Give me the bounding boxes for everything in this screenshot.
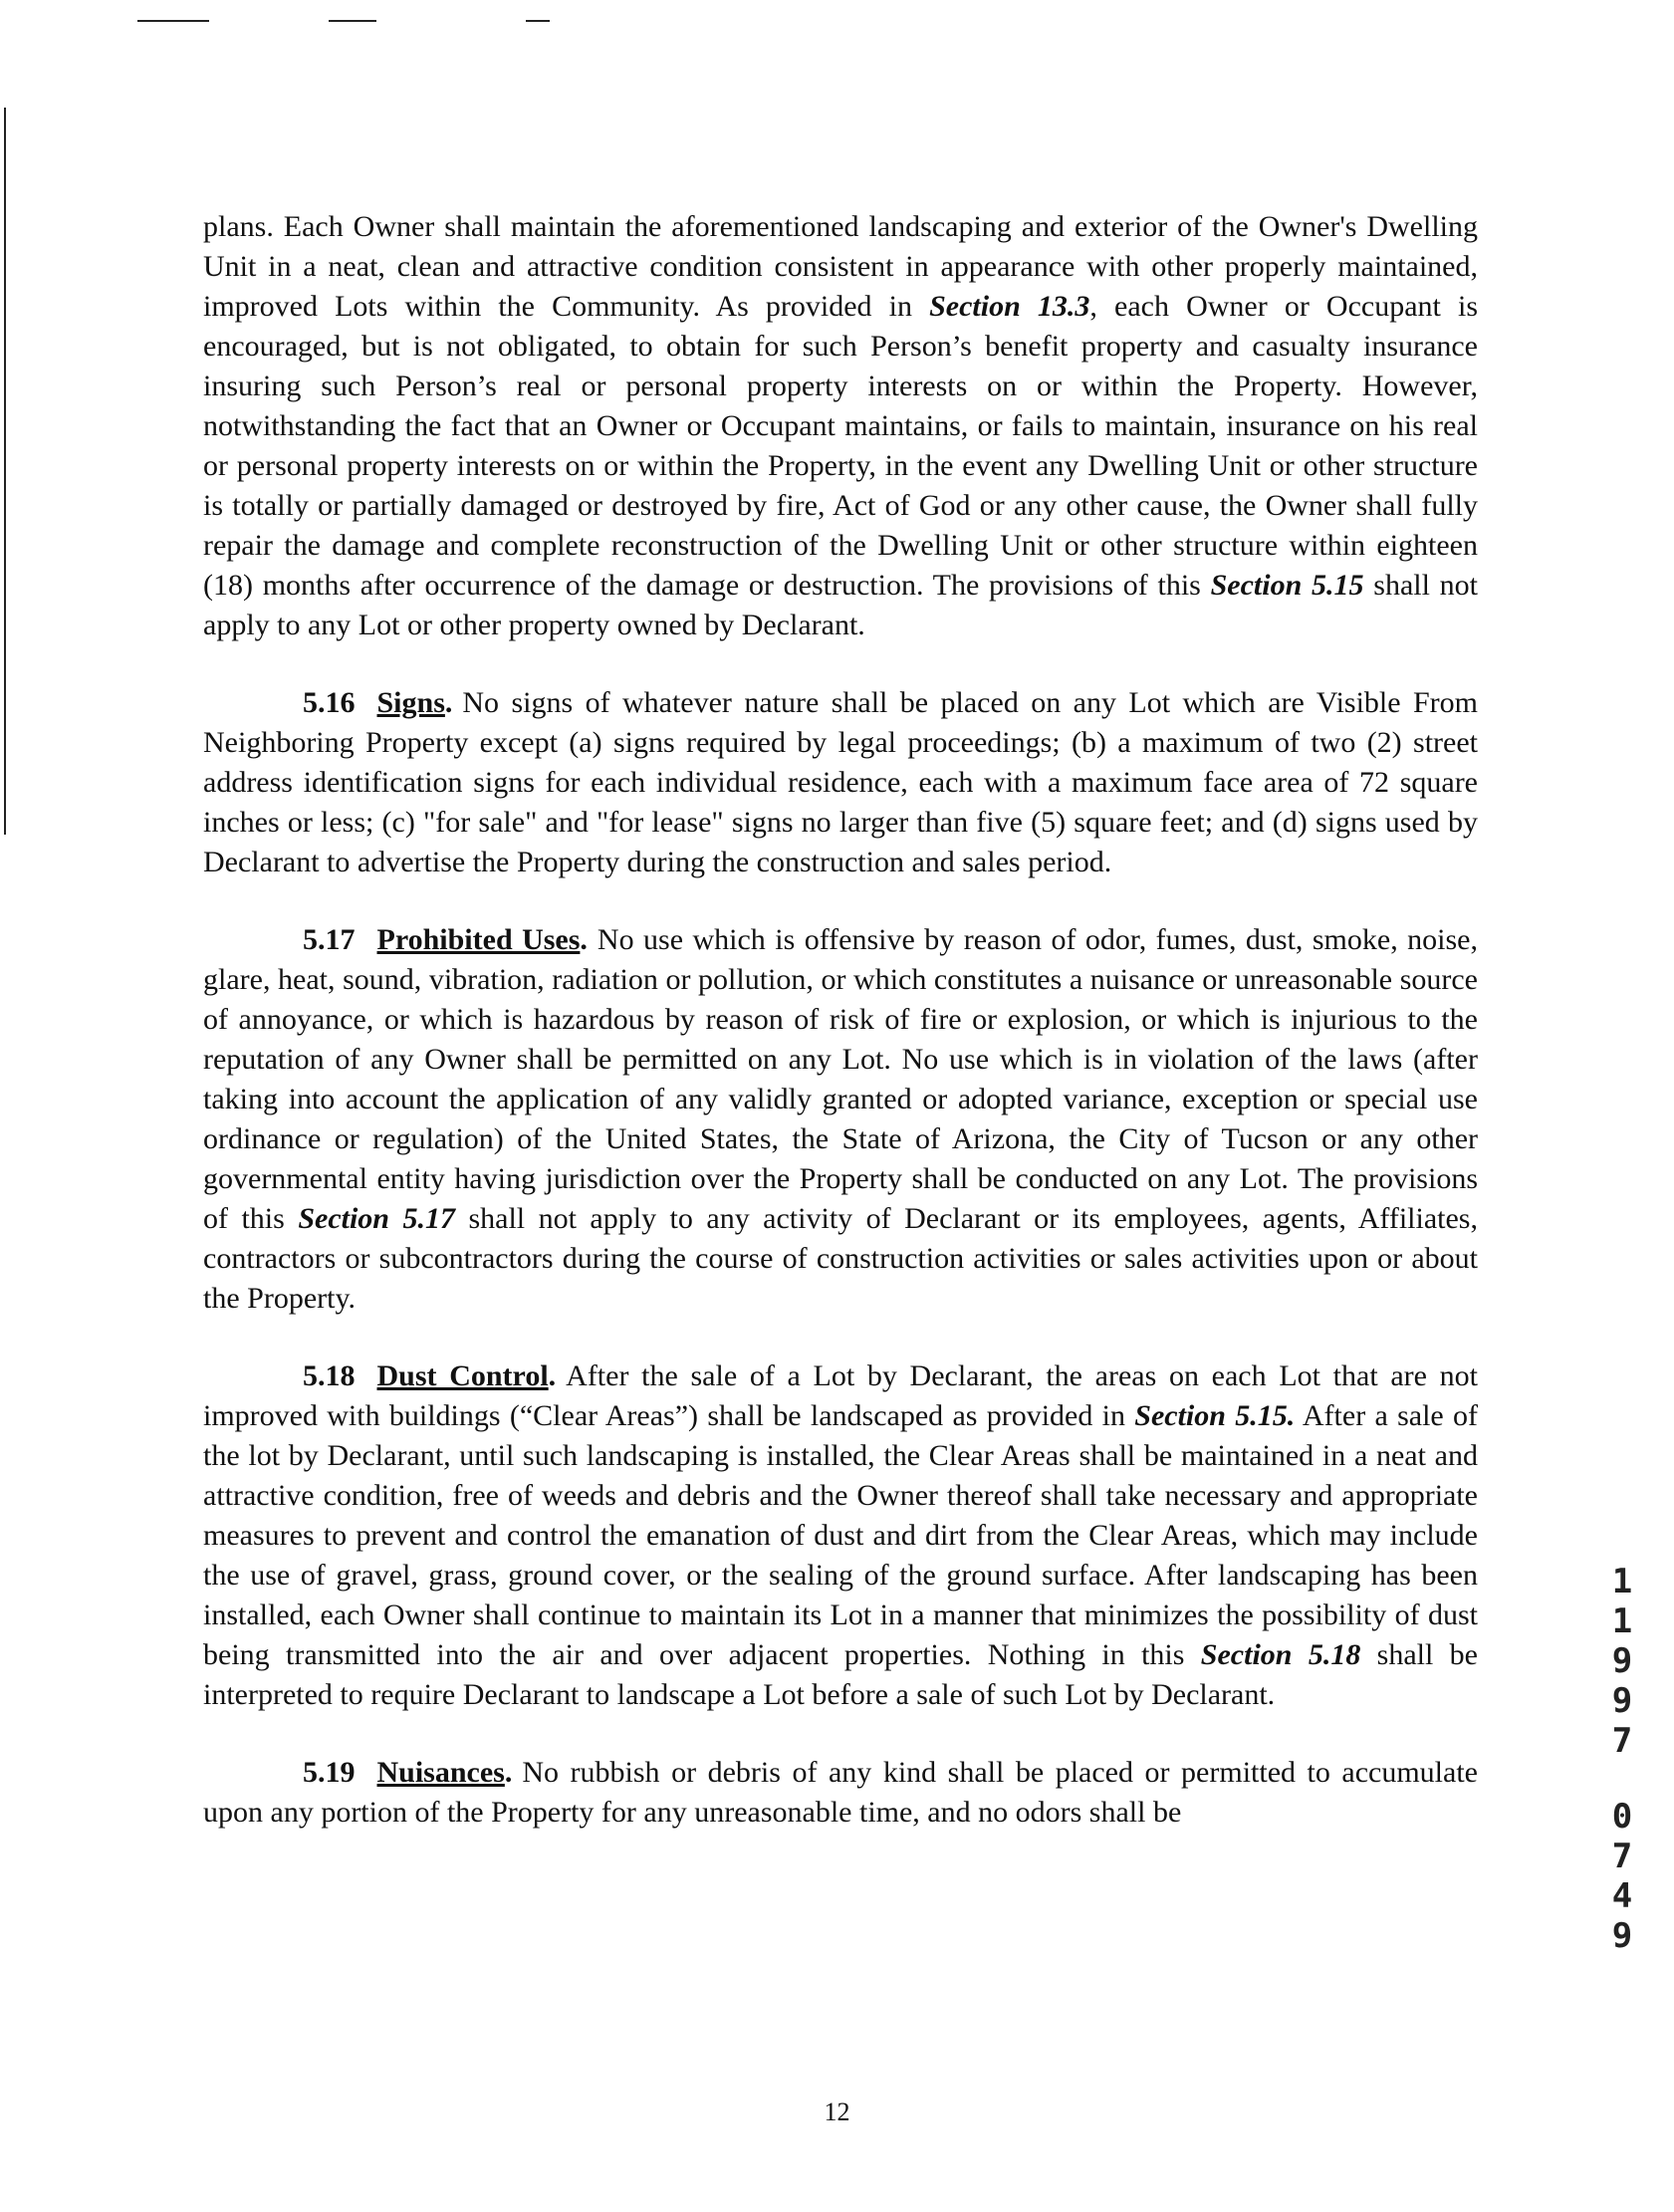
recording-digit: 7 <box>1611 1837 1633 1876</box>
continuation-paragraph <box>203 207 1478 645</box>
section-title-period: . <box>548 1359 557 1392</box>
body-text: plans. Each Owner shall maintain the aforementioned landscaping and exterior of the Owner's Dwelling Unit in a neat, clean and attractive condition consistent in appearance with other properly maintained, improved Lots within the Community. As provided in <box>203 210 1478 323</box>
recording-digit: 9 <box>1611 1681 1633 1721</box>
section-reference: Section 13.3 <box>929 290 1090 323</box>
body-text: No use which is offensive by reason of odor, fumes, dust, smoke, noise, glare, heat, sound, vibration, radiation or pollution, or which constitutes a nuisance or unreasonable source of annoyance, or which is hazardous by reason of risk of fire or explosion, or which is injurious to the reputation of any Owner shall be permitted on any Lot. No use which is in violation of the laws (after taking into account the application of any validly granted or adopted variance, exception or special use ordinance or regulation) of the United States, the State of Arizona, the City of Tucson or any other governmental entity having jurisdiction over the Property shall be conducted on any Lot. The provisions of this <box>203 923 1478 1235</box>
section-paragraph <box>203 683 1478 882</box>
body-text: shall not apply to any activity of Declarant or its employees, agents, Affiliates, contractors or subcontractors during the course of construction activities or sales activities upon or about the Property. <box>203 1202 1478 1315</box>
document-body <box>203 207 1478 1870</box>
section-reference: Section 5.17 <box>298 1202 455 1235</box>
recording-gap <box>1605 1761 1639 1797</box>
section-title-period: . <box>580 923 588 956</box>
scan-mark <box>526 20 550 22</box>
section-reference: Section 5.18 <box>1200 1638 1361 1671</box>
body-text: , each Owner or Occupant is encouraged, but is not obligated, to obtain for such Person’s benefit property and casualty insurance insuring such Person’s real or personal property interests on or within the Property. However, notwithstanding the fact that an Owner or Occupant maintains, or fails to maintain, insurance on his real or personal property interests on or within the Property, in the event any Dwelling Unit or other structure is totally or partially damaged or destroyed by fire, Act of God or any other cause, the Owner shall fully repair the damage and complete reconstruction of the Dwelling Unit or other structure within eighteen (18) months after occurrence of the damage or destruction. The provisions of this <box>203 290 1479 602</box>
section-title-period: . <box>444 686 453 719</box>
section-paragraph <box>203 1753 1478 1833</box>
section-title: Signs <box>376 686 445 719</box>
body-text: No signs of whatever nature shall be placed on any Lot which are Visible From Neighboring Property except (a) signs required by legal proceedings; (b) a maximum of two (2) street address identification signs for each individual residence, each with a maximum face area of 72 square inches or less; (c) "for sale" and "for lease" signs no larger than five (5) square feet; and (d) signs used by Declarant to advertise the Property during the construction and sales period. <box>203 686 1478 878</box>
body-text: After the sale of a Lot by Declarant, the areas on each Lot that are not improved with buildings (“Clear Areas”) shall be landscaped as provided in <box>203 1359 1478 1432</box>
section-title: Dust Control <box>376 1359 549 1392</box>
recording-digit: 1 <box>1611 1601 1633 1641</box>
recording-digit: 7 <box>1611 1721 1633 1761</box>
section-paragraph <box>203 1356 1478 1715</box>
scan-mark <box>329 20 376 22</box>
section-number: 5.18 <box>303 1359 356 1392</box>
section-reference: Section 5.15 <box>1210 569 1364 602</box>
section-reference: Section 5.15. <box>1134 1399 1296 1432</box>
section-number: 5.19 <box>303 1756 356 1789</box>
recording-digit: 1 <box>1611 1562 1633 1601</box>
scan-mark <box>4 108 6 835</box>
section-title: Nuisances <box>376 1756 505 1789</box>
recording-digit: 0 <box>1611 1797 1633 1837</box>
page-number: 12 <box>824 2097 850 2126</box>
recording-digit: 9 <box>1611 1641 1633 1681</box>
section-number: 5.16 <box>303 686 356 719</box>
recording-digit: 9 <box>1611 1916 1633 1956</box>
scan-mark <box>137 20 209 22</box>
section-title-period: . <box>504 1756 513 1789</box>
recording-number <box>1605 1562 1639 1956</box>
section-title: Prohibited Uses <box>376 923 581 956</box>
body-text: shall be interpreted to require Declarant to landscape a Lot before a sale of such Lot by Declarant. <box>203 1638 1479 1711</box>
body-text: shall not apply to any Lot or other property owned by Declarant. <box>203 569 1479 641</box>
section-number: 5.17 <box>303 923 356 956</box>
body-text: No rubbish or debris of any kind shall be placed or permitted to accumulate upon any portion of the Property for any unreasonable time, and no odors shall be <box>203 1756 1478 1829</box>
recording-digit: 4 <box>1611 1876 1633 1916</box>
body-text: After a sale of the lot by Declarant, until such landscaping is installed, the Clear Areas shall be maintained in a neat and attractive condition, free of weeds and debris and the Owner thereof shall take necessary and appropriate measures to prevent and control the emanation of dust and dirt from the Clear Areas, which may include the use of gravel, grass, ground cover, or the sealing of the ground surface. After landscaping has been installed, each Owner shall continue to maintain its Lot in a manner that minimizes the possibility of dust being transmitted into the air and over adjacent properties. Nothing in this <box>203 1399 1478 1671</box>
section-paragraph <box>203 920 1478 1319</box>
